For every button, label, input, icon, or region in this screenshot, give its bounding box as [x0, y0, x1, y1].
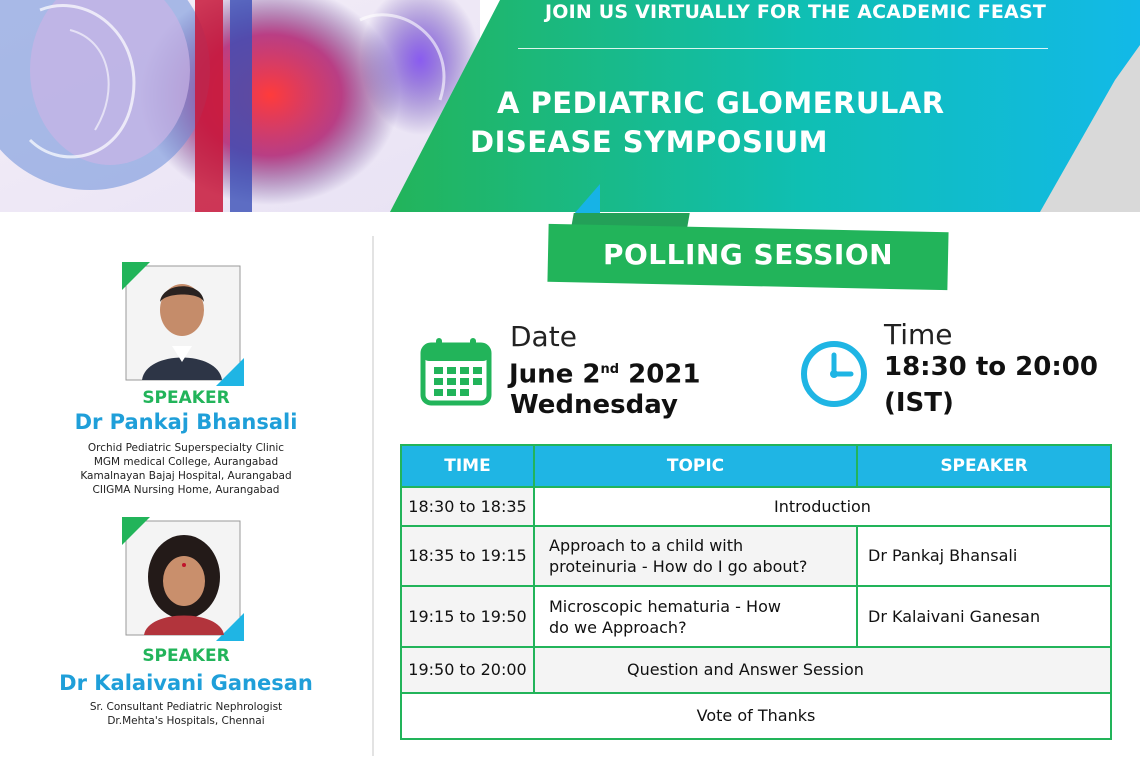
- topic-line: Microscopic hematuria - How: [549, 597, 781, 616]
- row-topic: Vote of Thanks: [696, 706, 816, 725]
- clock-icon: [797, 337, 871, 411]
- date-day: June 2: [509, 359, 601, 390]
- time-zone: (IST): [884, 388, 954, 418]
- affiliation-line: CIIGMA Nursing Home, Aurangabad: [92, 484, 280, 496]
- row-speaker: Dr Kalaivani Ganesan: [868, 607, 1041, 626]
- affiliation-line: Orchid Pediatric Superspecialty Clinic: [87, 442, 285, 454]
- event-title-line2: DISEASE SYMPOSIUM: [470, 125, 829, 159]
- affiliation-line: Kamalnayan Bajaj Hospital, Aurangabad: [80, 470, 292, 482]
- affiliation-line: Sr. Consultant Pediatric Nephrologist: [89, 701, 283, 713]
- date-weekday: Wednesday: [510, 390, 678, 420]
- speaker-role-2: SPEAKER: [142, 646, 230, 666]
- row-time: 18:35 to 19:15: [402, 527, 533, 585]
- topic-line: Approach to a child with: [549, 536, 744, 555]
- table-header-topic: TOPIC: [535, 446, 856, 486]
- row-time: 19:50 to 20:00: [402, 648, 533, 692]
- speaker-name-1: Dr Pankaj Bhansali: [74, 410, 298, 434]
- row-topic: [535, 587, 856, 646]
- column-divider: [372, 236, 374, 756]
- session-label: POLLING SESSION: [602, 238, 894, 271]
- affiliation-line: Dr.Mehta's Hospitals, Chennai: [107, 715, 265, 727]
- banner-divider: [518, 48, 1048, 49]
- date-label: Date: [510, 320, 577, 353]
- row-topic: Introduction: [774, 497, 871, 516]
- row-time: 18:30 to 18:35: [402, 488, 533, 525]
- column-rule: [856, 446, 858, 486]
- date-value: [509, 352, 700, 393]
- calendar-icon: [420, 336, 492, 406]
- row-speaker: Dr Pankaj Bhansali: [858, 527, 1110, 585]
- row-time: 19:15 to 19:50: [402, 587, 533, 646]
- time-value: 18:30 to 20:00: [884, 352, 1098, 382]
- schedule-table: [400, 444, 1112, 740]
- speaker-name-2: Dr Kalaivani Ganesan: [59, 671, 313, 695]
- topic-line: proteinuria - How do I go about?: [549, 557, 808, 576]
- date-ordinal: nd: [600, 362, 620, 377]
- speaker-affiliations-1: [0, 441, 372, 497]
- speaker-affiliations-2: [0, 700, 372, 728]
- topic-line: do we Approach?: [549, 618, 687, 637]
- affiliation-line: MGM medical College, Aurangabad: [93, 456, 279, 468]
- table-header-speaker: SPEAKER: [858, 446, 1110, 486]
- speaker-photo-1: [122, 262, 244, 386]
- table-header-time: TIME: [402, 446, 533, 486]
- row-topic: Question and Answer Session: [535, 648, 1110, 692]
- row-topic: [535, 527, 856, 585]
- speaker-photo-2: [122, 517, 244, 641]
- banner-tagline: JOIN US VIRTUALLY FOR THE ACADEMIC FEAST: [545, 1, 1046, 23]
- header-banner: [0, 0, 1140, 212]
- speaker-role-1: SPEAKER: [142, 388, 230, 408]
- event-title-line1: A PEDIATRIC GLOMERULAR: [497, 86, 945, 120]
- date-year: 2021: [619, 359, 701, 390]
- time-label: Time: [884, 318, 953, 351]
- ribbon-accent: [574, 184, 600, 214]
